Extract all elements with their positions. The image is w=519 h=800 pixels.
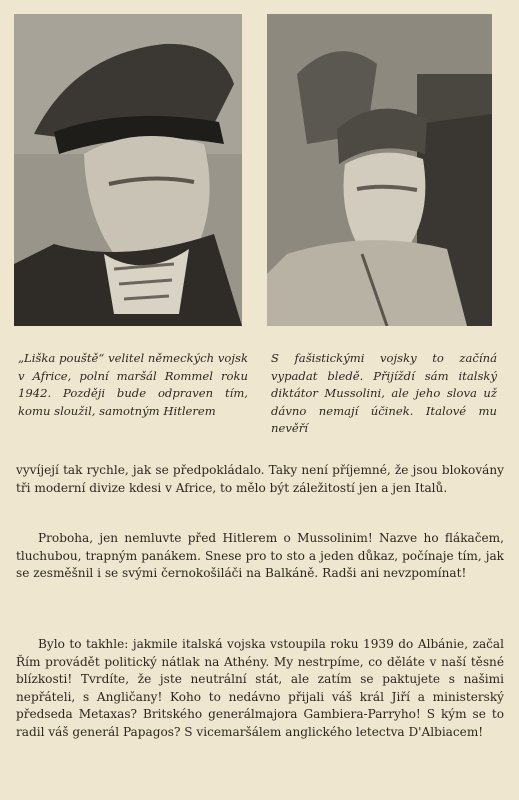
photo-mussolini	[267, 14, 492, 326]
caption-rommel: „Liška pouště“ velitel německých vojsk v Africe, polní maršál Rommel roku 1942. Později bude odpraven tím, komu sloužil, samotným Hitlerem	[18, 351, 248, 418]
caption-mussolini: S fašistickými vojsky to začíná vypadat bledě. Přijíždí sám italský diktátor Mussolini, ale jeho slova už dávno nemají účinek. Italové mu nevěří	[271, 351, 497, 435]
photo-rommel-image	[14, 14, 242, 326]
body-paragraph-2	[16, 530, 504, 583]
paragraph-albania: Bylo to takhle: jakmile italská vojska vstoupila roku 1939 do Albánie, začal Řím provádět politický nátlak na Athény. My nestrpíme, co děláte v naší těsné blízkosti! Tvrdíte, že jste neutrální stát, ale zatím se paktujete s našimi nepřáteli, s Angličany! Koho to nedávno přijali váš král Jiří a ministerský předseda Metaxas? Britského generálmajora Gambiera-Parryho! S kým se to radil váš generál Papagos? S vicemaršálem anglického letectva D'Albiacem!	[16, 637, 504, 739]
paragraph-mussolini: Proboha, jen nemluvte před Hitlerem o Mussolinim! Nazve ho flákačem, tluchubou, trapným panákem. Snese pro to sto a jeden důkaz, počínaje tím, jak se zesměšnil i se svými černokošiláči na Balkáně. Radši ani nevzpomínat!	[16, 531, 504, 581]
photo-rommel	[14, 14, 242, 326]
body-paragraph-3	[16, 636, 504, 742]
photo-mussolini-image	[267, 14, 492, 326]
paragraph-continuation: vyvíjejí tak rychle, jak se předpokládalo. Taky není příjemné, že jsou blokovány tři moderní divize kdesi v Africe, to mělo být záležitostí jen a jen Italů.	[16, 463, 504, 495]
body-paragraph-1	[16, 462, 504, 497]
